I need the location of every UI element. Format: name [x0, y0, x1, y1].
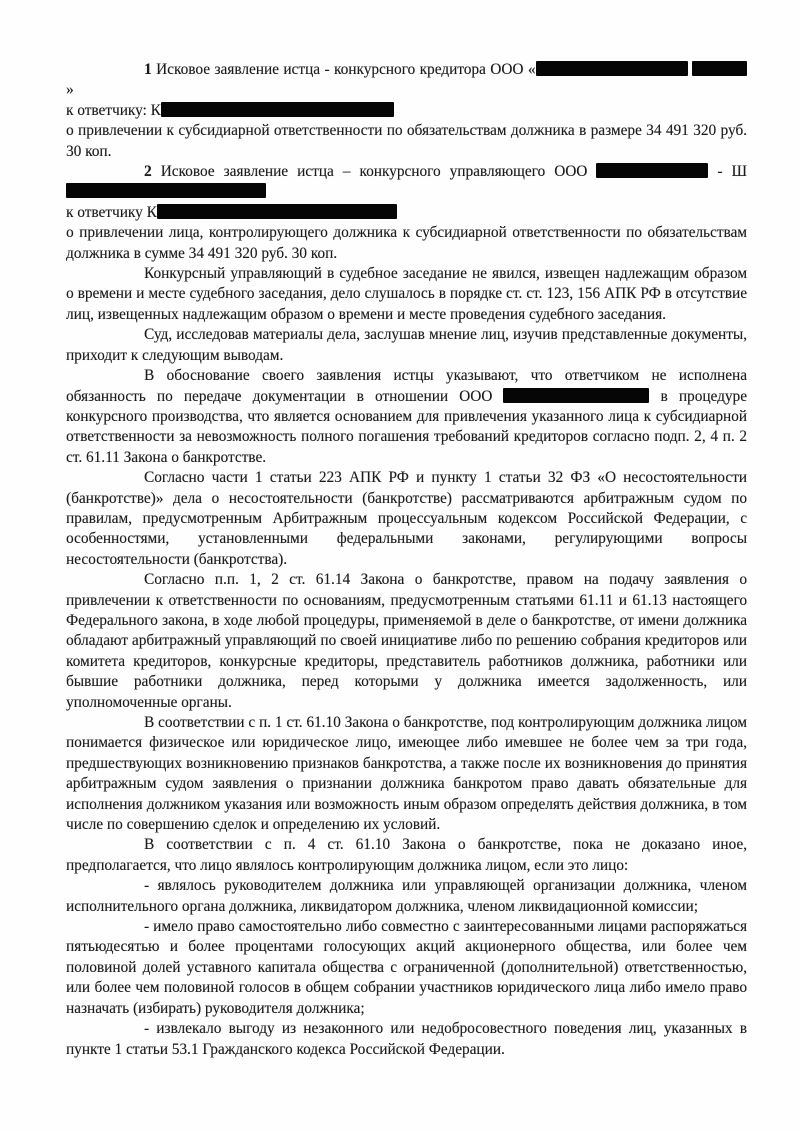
paragraph: [66, 121, 747, 162]
text-run: Согласно части 1 статьи 223 АПК РФ и пункту 1 статьи 32 ФЗ «О несостоятельности (банкротстве)» дела о несостоятельности (банкротстве) рассматриваются арбитражным судом по правилам, предусмотренным Арбитражным процессуальным кодексом Российской Федерации, с особенностями, установленными федеральными законами, регулирующими вопросы несостоятельности (банкротства).: [66, 469, 747, 568]
paragraph: [66, 264, 747, 325]
text-run: в процедуре конкурсного производства, что является основанием для привлечения указанного лица к субсидиарной ответственности за невозможность полного погашения требований кредиторов согласно подп. 2, 4 п. 2 ст. 61.11 Закона о банкротстве.: [66, 387, 747, 466]
redaction-bar: [161, 102, 394, 117]
text-run: Согласно п.п. 1, 2 ст. 61.14 Закона о банкротстве, правом на подачу заявления о привлечении к ответственности по основаниям, предусмотренным статьями 61.11 и 61.13 настоящего Федерального закона, в ходе любой процедуры, применяемой в деле о банкротстве, от имени должника обладают арбитражный управляющий по своей инициативе либо по решению собрания кредиторов или комитета кредиторов, конкурсные кредиторы, представитель работников должника, работники или бывшие работники должника, перед которыми у должника имеется задолженность, или уполномоченные органы.: [66, 571, 747, 711]
redaction-bar: [536, 61, 688, 76]
text-run: -: [708, 163, 732, 181]
text-run: к ответчику К: [66, 203, 157, 221]
text-run: Суд, исследовав материалы дела, заслушав мнение лиц, изучив представленные документы, приходит к следующим выводам.: [66, 326, 747, 364]
redaction-bar: [157, 204, 397, 219]
text-run: Конкурсный управляющий в судебное заседание не явился, извещен надлежащим образом о времени и месте судебного заседания, дело слушалось в порядке ст. ст. 123, 156 АПК РФ в отсутствие лиц, извещенных надлежащим образом о времени и месте проведения судебного заседания.: [66, 265, 747, 323]
paragraph: [66, 101, 747, 121]
paragraph: [66, 835, 747, 876]
paragraph: [66, 713, 747, 835]
redaction-bar: [503, 388, 649, 403]
paragraph: [66, 468, 747, 570]
document-body: [66, 60, 747, 1060]
text-run: о привлечении лица, контролирующего должника к субсидиарной ответственности по обязательствам должника в сумме 34 491 320 руб. 30 коп.: [66, 224, 747, 262]
paragraph: [66, 60, 747, 101]
text-run: о привлечении к субсидиарной ответственности по обязательствам должника в размере 34 491 320 руб. 30 коп.: [66, 122, 747, 160]
text-run: - извлекало выгоду из незаконного или недобросовестного поведения лиц, указанных в пункте 1 статьи 53.1 Гражданского кодекса Российской Федерации.: [66, 1020, 747, 1058]
paragraph: [66, 570, 747, 713]
text-run: В соответствии с п. 1 ст. 61.10 Закона о банкротстве, под контролирующим должника лицом понимается физическое или юридическое лицо, имеющее либо имевшее не более чем за три года, предшествующих возникновению признаков банкротства, а также после их возникновения до принятия арбитражным судом заявления о признании должника банкротом право давать обязательные для исполнения должником указания или возможность иным образом определять действия должника, в том числе по совершению сделок и определению их условий.: [66, 714, 747, 834]
text-run: В соответствии с п. 4 ст. 61.10 Закона о банкротстве, пока не доказано иное, предполагается, что лицо являлось контролирующим должника лицом, если это лицо:: [66, 836, 747, 874]
text-run: Ш: [731, 163, 747, 181]
text-run: В обоснование своего заявления истцы указывают, что ответчиком не исполнена обязанность по передаче документации в отношении ООО: [66, 367, 747, 405]
paragraph-number: 1: [144, 61, 157, 78]
paragraph: [66, 917, 747, 1019]
paragraph: [66, 162, 747, 203]
text-run: к ответчику: К: [66, 101, 161, 119]
paragraph: [66, 876, 747, 917]
text-run: - имело право самостоятельно либо совместно с заинтересованными лицами распоряжаться пятьюдесятью и более процентами голосующих акций акционерного общества, или более чем половиной долей уставного капитала общества с ограниченной (дополнительной) ответственностью, или более чем половиной голосов в общем собрании участников юридического лица либо имело право назначать (избирать) руководителя должника;: [66, 918, 747, 1017]
redaction-bar: [66, 183, 266, 198]
text-run: - являлось руководителем должника или управляющей организации должника, членом исполнительного органа должника, ликвидатором должника, членом ликвидационной комиссии;: [66, 877, 747, 915]
paragraph: [66, 223, 747, 264]
paragraph: [66, 1019, 747, 1060]
paragraph: [66, 325, 747, 366]
text-run: Исковое заявление истца - конкурсного кредитора ООО «: [156, 61, 536, 78]
paragraph: [66, 366, 747, 468]
paragraph: [66, 203, 747, 223]
text-run: Исковое заявление истца – конкурсного управляющего ООО: [160, 163, 597, 181]
paragraph-number: 2: [144, 163, 161, 181]
redaction-bar: [692, 61, 747, 76]
text-run: »: [66, 81, 74, 99]
redaction-bar: [596, 163, 708, 178]
